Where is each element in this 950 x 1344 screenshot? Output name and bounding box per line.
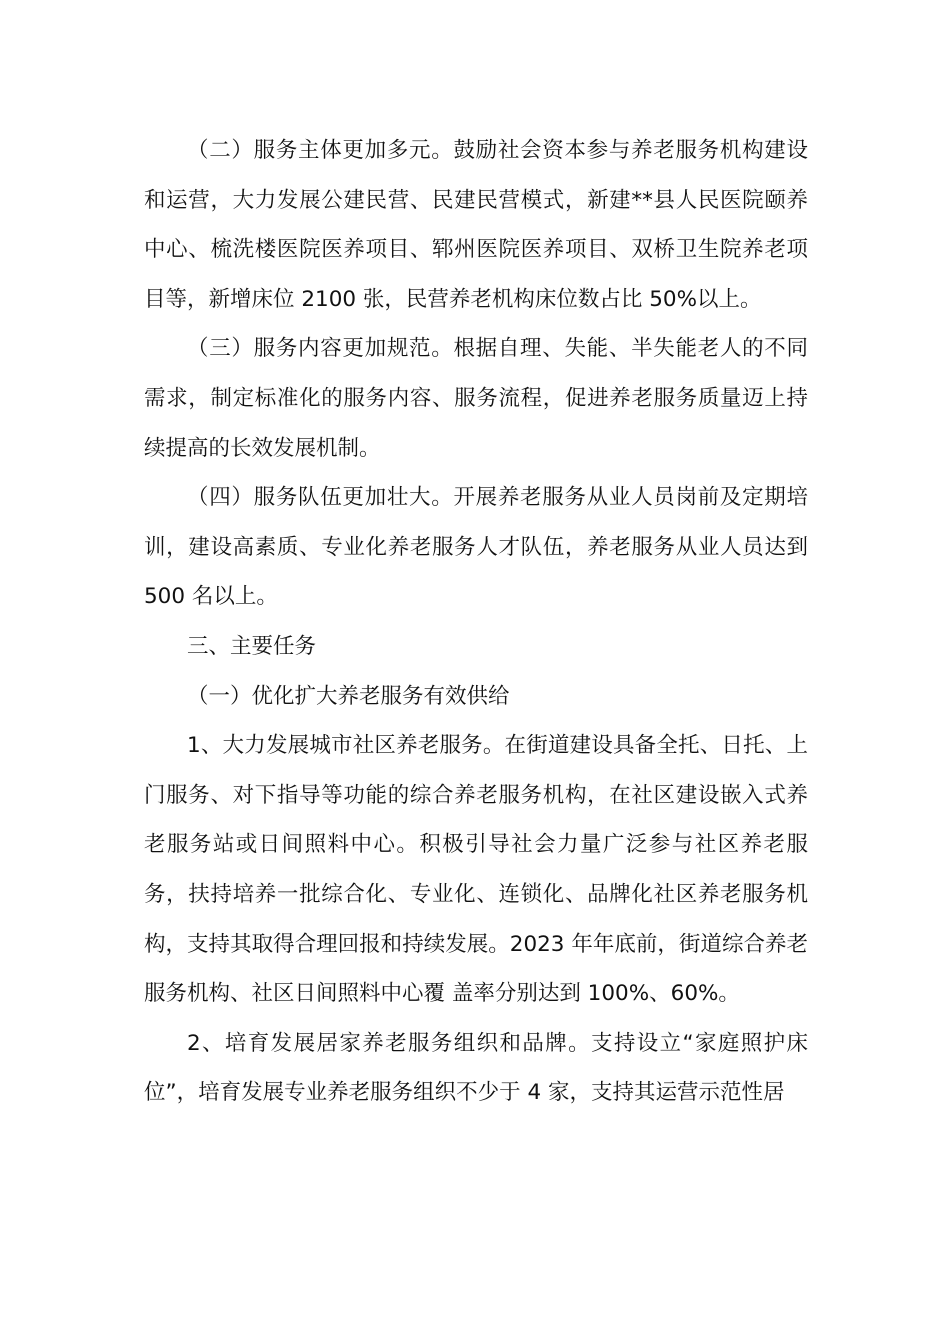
section-heading-main-tasks: 三、主要任务 (187, 633, 317, 659)
subsection-heading-optimize-supply: （一）优化扩大养老服务有效供给 (187, 683, 510, 709)
paragraph-service-content: （三）服务内容更加规范。根据自理、失能、半失能老人的不同需求，制定标准化的服务内容、服务流程，促进养老服务质量迈上持续提高的长效发展机制。 (144, 336, 808, 461)
paragraph-home-care-organizations: 2、培育发展居家养老服务组织和品牌。支持设立“家庭照护床位”，培育发展专业养老服务组织不少于 4 家，支持其运营示范性居 (144, 1030, 808, 1106)
paragraph-community-elderly-care: 1、大力发展城市社区养老服务。在街道建设具备全托、日托、上门服务、对下指导等功能的综合养老服务机构，在社区建设嵌入式养老服务站或日间照料中心。积极引导社会力量广泛参与社区养老服务，扶持培养一批综合化、专业化、连锁化、品牌化社区养老服务机构，支持其取得合理回报和持续发展。2023 年年底前，街道综合养老服务机构、社区日间照料中心覆 盖率分别达到 100%、60%。 (144, 733, 808, 1007)
document-body (144, 126, 808, 1118)
paragraph-service-team: （四）服务队伍更加壮大。开展养老服务从业人员岗前及定期培训，建设高素质、专业化养老服务人才队伍，养老服务从业人员达到 500 名以上。 (144, 485, 808, 610)
paragraph-service-providers: （二）服务主体更加多元。鼓励社会资本参与养老服务机构建设和运营，大力发展公建民营、民建民营模式，新建**县人民医院颐养中心、梳洗楼医院医养项目、郓州医院医养项目、双桥卫生院养老项目等，新增床位 2100 张，民营养老机构床位数占比 50%以上。 (144, 138, 808, 312)
